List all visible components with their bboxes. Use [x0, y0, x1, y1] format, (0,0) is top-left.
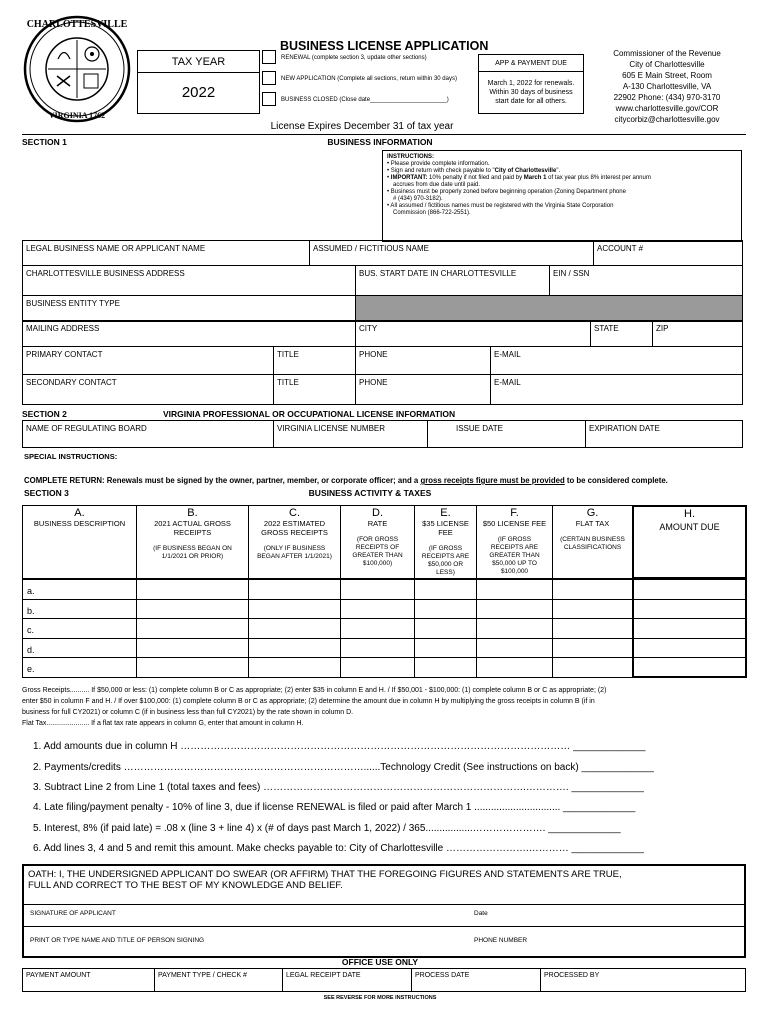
business-closed-label: BUSINESS CLOSED (Close date_______________________) [281, 97, 449, 103]
secondary-phone-label: PHONE [359, 378, 388, 387]
commissioner-line-6: www.charlottesville.gov/COR [615, 104, 719, 113]
activity-row-cell[interactable] [476, 638, 553, 659]
secondary-contact-field[interactable] [22, 374, 274, 405]
renewal-label: RENEWAL (complete section 3, update other sections) [281, 55, 427, 61]
activity-row-cell[interactable] [136, 657, 249, 678]
instruction-2: • Sign and return with check payable to "City of Charlottesville". [387, 168, 561, 174]
column-letter: H. [684, 508, 695, 520]
activity-row-cell[interactable] [414, 657, 477, 678]
gross-note-2: enter $50 in column F and H. / If over $100,000: (1) complete column B or C as appropriate; (2) determine the amount due in column H by multiplying the gross receipts in column B (if in [22, 698, 595, 705]
payment-amount-label: PAYMENT AMOUNT [26, 972, 91, 979]
column-letter: G. [586, 507, 599, 519]
commissioner-line-2: City of Charlottesville [629, 60, 705, 69]
legal-name-label: LEGAL BUSINESS NAME OR APPLICANT NAME [26, 244, 206, 253]
row-letter: a. [27, 586, 35, 596]
commissioner-line-4: A-130 Charlottesville, VA [622, 82, 712, 91]
state-label: STATE [594, 324, 619, 333]
column-letter: C. [289, 507, 300, 519]
activity-row-description[interactable] [22, 657, 137, 678]
row-letter: d. [27, 644, 35, 655]
due-box-title: APP & PAYMENT DUE [479, 55, 583, 72]
activity-row-cell[interactable] [414, 638, 477, 659]
issue-date-field[interactable] [427, 420, 586, 448]
column-letter: E. [440, 507, 451, 519]
account-label: ACCOUNT # [597, 244, 644, 253]
ein-label: EIN / SSN [553, 269, 590, 278]
zip-field[interactable] [652, 320, 743, 347]
secondary-title-field[interactable] [273, 374, 356, 405]
column-subheading: (IF GROSS RECEIPTS ARE GREATER THAN $50,000 UP TO $100,000 [489, 536, 540, 575]
regulating-board-field[interactable] [22, 420, 274, 448]
seal-text-top: CHARLOTTESVILLE [26, 19, 128, 30]
activity-row-cell[interactable] [632, 657, 747, 678]
print-name-label: PRINT OR TYPE NAME AND TITLE OF PERSON SIGNING [30, 937, 205, 944]
activity-row-cell[interactable] [340, 638, 415, 659]
due-box-text-1: March 1, 2022 for renewals. [487, 80, 575, 87]
activity-row-cell[interactable] [632, 638, 747, 659]
instruction-4: • Business must be properly zoned before beginning operation (Zoning Department phone [387, 189, 626, 195]
complete-return-note: COMPLETE RETURN: Renewals must be signed by the owner, partner, member, or corporate officer; and a gross receipts figure must be provided to be considered complete. [24, 476, 668, 485]
column-header-c [248, 505, 341, 579]
column-heading: RATE [367, 519, 388, 528]
instructions-title: INSTRUCTIONS: [387, 154, 434, 160]
account-field[interactable] [593, 240, 743, 266]
activity-row-cell[interactable] [340, 618, 415, 639]
expiration-date-label: EXPIRATION DATE [589, 424, 660, 433]
row-letter: e. [27, 664, 35, 675]
city-seal [22, 14, 132, 124]
license-expires: License Expires December 31 of tax year [270, 121, 454, 132]
column-header-g [552, 505, 633, 579]
calc-line-4[interactable]: 4. Late filing/payment penalty - 10% of line 3, due if license RENEWAL is filed or paid after March 1 ............................... _____________ [33, 802, 636, 813]
oath-box [22, 864, 746, 958]
primary-title-field[interactable] [273, 346, 356, 375]
column-subheading: (IF BUSINESS BEGAN ON 1/1/2021 OR PRIOR) [153, 545, 232, 560]
processed-by-field[interactable] [540, 968, 746, 992]
activity-row-cell[interactable] [136, 599, 249, 620]
payment-amount-field[interactable] [22, 968, 155, 992]
primary-email-label: E-MAIL [494, 350, 521, 359]
section2-title: VIRGINIA PROFESSIONAL OR OCCUPATIONAL LICENSE INFORMATION [163, 409, 456, 419]
instruction-3b: accrues from due date until paid. [393, 182, 481, 188]
activity-row-cell[interactable] [552, 657, 633, 678]
entity-type-shaded [355, 295, 743, 322]
column-subheading: (ONLY IF BUSINESS BEGAN AFTER 1/1/2021) [257, 545, 332, 560]
calc-line-5[interactable]: 5. Interest, 8% (if paid late) = .08 x (line 3 + line 4) x (# of days past March 1, 2022) / 365.................…………………. _____________ [33, 823, 621, 834]
receipt-date-label: LEGAL RECEIPT DATE [286, 972, 361, 979]
commissioner-address [589, 48, 745, 125]
activity-row-cell[interactable] [476, 579, 553, 600]
activity-row-cell[interactable] [476, 599, 553, 620]
receipt-date-field[interactable] [282, 968, 412, 992]
business-closed-checkbox[interactable] [262, 92, 276, 106]
signature-field[interactable] [26, 900, 466, 920]
primary-title-label: TITLE [277, 350, 299, 359]
zip-label: ZIP [656, 324, 669, 333]
oath-text: OATH: I, THE UNDERSIGNED APPLICANT DO SWEAR (OR AFFIRM) THAT THE FOREGOING FIGURES AND STATEMENTS ARE TRUE, FULL AND CORRECT TO THE BEST OF MY KNOWLEDGE AND BELIEF. [28, 869, 622, 891]
activity-row-cell[interactable] [136, 579, 249, 600]
va-license-number-label: VIRGINIA LICENSE NUMBER [277, 424, 386, 433]
tax-year-label: TAX YEAR [138, 51, 259, 73]
section1-label: SECTION 1 [22, 137, 67, 147]
row-letter: b. [27, 605, 35, 616]
activity-table [22, 501, 746, 683]
va-license-number-field[interactable] [273, 420, 428, 448]
column-letter: F. [510, 507, 519, 519]
mailing-address-label: MAILING ADDRESS [26, 324, 100, 333]
column-header-d [340, 505, 415, 579]
processed-by-label: PROCESSED BY [544, 972, 600, 979]
secondary-contact-label: SECONDARY CONTACT [26, 378, 117, 387]
regulating-board-label: NAME OF REGULATING BOARD [26, 424, 147, 433]
process-date-field[interactable] [411, 968, 541, 992]
calc-line-2[interactable]: 2. Payments/credits ………………………………………………………………......Technology Credit (See instructions on back) _____________ [33, 762, 654, 773]
activity-row-cell[interactable] [476, 657, 553, 678]
column-subheading: (CERTAIN BUSINESS CLASSIFICATIONS [560, 536, 625, 551]
business-address-label: CHARLOTTESVILLE BUSINESS ADDRESS [26, 269, 185, 278]
column-header-e [414, 505, 477, 579]
commissioner-line-7: citycorbiz@charlottesville.gov [614, 115, 720, 124]
instruction-5: • All assumed / fictitious names must be registered with the Virginia State Corporation [387, 203, 614, 209]
activity-row-description[interactable] [22, 638, 137, 659]
commissioner-line-1: Commissioner of the Revenue [613, 49, 721, 58]
assumed-name-field[interactable] [309, 240, 594, 266]
primary-phone-field[interactable] [355, 346, 491, 375]
calc-line-6[interactable]: 6. Add lines 3, 4 and 5 and remit this amount. Make checks payable to: City of Charlottesville …………………….………… _____________ [33, 843, 644, 854]
column-header-h [632, 505, 747, 579]
column-heading: 2022 ESTIMATED GROSS RECEIPTS [261, 519, 328, 537]
expiration-date-field[interactable] [585, 420, 743, 448]
column-heading: FLAT TAX [575, 519, 610, 528]
form-title: BUSINESS LICENSE APPLICATION [280, 39, 489, 53]
instruction-4b: # (434) 970-3182). [393, 196, 443, 202]
column-heading: 2021 ACTUAL GROSS RECEIPTS [154, 519, 231, 537]
flat-tax-note: Flat Tax...................... If a flat tax rate appears in column G, enter that amount in column H. [22, 720, 304, 727]
commissioner-line-5: 22902 Phone: (434) 970-3170 [613, 93, 721, 102]
column-heading: AMOUNT DUE [659, 522, 720, 532]
payment-type-label: PAYMENT TYPE / CHECK # [158, 972, 247, 979]
instruction-5b: Commission (866-722-2551). [393, 210, 471, 216]
column-letter: B. [187, 507, 198, 519]
column-heading: $50 LICENSE FEE [482, 519, 547, 528]
activity-row-cell[interactable] [340, 599, 415, 620]
start-date-field[interactable] [355, 265, 550, 296]
column-subheading: (IF GROSS RECEIPTS ARE $50,000 OR LESS) [421, 545, 470, 576]
payment-type-field[interactable] [154, 968, 283, 992]
activity-row-cell[interactable] [248, 599, 341, 620]
activity-row-cell[interactable] [248, 618, 341, 639]
mailing-address-field[interactable] [22, 320, 356, 347]
primary-contact-field[interactable] [22, 346, 274, 375]
secondary-email-field[interactable] [490, 374, 743, 405]
section3-title: BUSINESS ACTIVITY & TAXES [308, 488, 432, 498]
row-letter: c. [27, 625, 35, 636]
activity-row-description[interactable] [22, 599, 137, 620]
activity-row-description[interactable] [22, 618, 137, 639]
signature-label: SIGNATURE OF APPLICANT [30, 910, 116, 917]
special-instructions: SPECIAL INSTRUCTIONS: [24, 452, 118, 461]
assumed-name-label: ASSUMED / FICTITIOUS NAME [313, 244, 430, 253]
activity-row-cell[interactable] [476, 618, 553, 639]
legal-name-field[interactable] [22, 240, 310, 266]
due-box [478, 54, 584, 114]
primary-email-field[interactable] [490, 346, 743, 375]
instruction-3: • IMPORTANT: 10% penalty if not filed and paid by March 1 of tax year plus 8% interest per annum [387, 175, 651, 181]
primary-contact-label: PRIMARY CONTACT [26, 350, 103, 359]
start-date-label: BUS. START DATE IN CHARLOTTESVILLE [359, 269, 517, 278]
activity-row-cell[interactable] [136, 638, 249, 659]
business-address-field[interactable] [22, 265, 356, 296]
activity-row-cell[interactable] [552, 599, 633, 620]
activity-row-cell[interactable] [340, 657, 415, 678]
column-header-f [476, 505, 553, 579]
section3-label: SECTION 3 [24, 488, 69, 498]
section2-label: SECTION 2 [22, 409, 67, 419]
primary-phone-label: PHONE [359, 350, 388, 359]
gross-note-3: business for full CY2021) or column C (if in business less than full CY2021) by the rate shown in column D. [22, 709, 354, 716]
activity-row-cell[interactable] [414, 618, 477, 639]
phone-number-label: PHONE NUMBER [474, 937, 528, 944]
activity-row-cell[interactable] [552, 618, 633, 639]
activity-row-cell[interactable] [552, 579, 633, 600]
column-heading: BUSINESS DESCRIPTION [33, 519, 126, 528]
state-field[interactable] [590, 320, 653, 347]
activity-row-cell[interactable] [632, 579, 747, 600]
activity-row-cell[interactable] [248, 638, 341, 659]
gross-note-1: Gross Receipts.......... If $50,000 or less: (1) complete column B or C as appropriate; (2) enter $35 in column E and H. / If $50,001 - $100,000: (1) complete column B or C as appropriate; (2) [22, 687, 607, 694]
instruction-1: • Please provide complete information. [387, 161, 490, 167]
activity-row-cell[interactable] [552, 638, 633, 659]
secondary-title-label: TITLE [277, 378, 299, 387]
new-application-checkbox[interactable] [262, 71, 276, 85]
tax-year-value: 2022 [181, 84, 216, 101]
commissioner-line-3: 605 E Main Street, Room [622, 71, 712, 80]
city-field[interactable] [355, 320, 591, 347]
gross-receipts-notes [22, 685, 746, 729]
activity-row-cell[interactable] [632, 618, 747, 639]
due-box-text-3: start date for all others. [495, 98, 567, 105]
activity-row-cell[interactable] [414, 579, 477, 600]
column-letter: D. [372, 507, 383, 519]
ein-field[interactable] [549, 265, 743, 296]
office-use-title: OFFICE USE ONLY [341, 957, 419, 967]
reverse-note: SEE REVERSE FOR MORE INSTRUCTIONS [323, 995, 437, 1001]
column-subheading: (FOR GROSS RECEIPTS OF GREATER THAN $100,000) [352, 536, 403, 567]
process-date-label: PROCESS DATE [415, 972, 470, 979]
entity-type-field[interactable] [22, 295, 356, 322]
tax-year-box [137, 50, 260, 114]
issue-date-label: ISSUE DATE [456, 424, 503, 433]
new-application-label: NEW APPLICATION (Complete all sections, return within 30 days) [281, 76, 457, 82]
activity-row-cell[interactable] [136, 618, 249, 639]
calc-line-3[interactable]: 3. Subtract Line 2 from Line 1 (total taxes and fees) …………………………………………………………………….…………. _____________ [33, 782, 644, 793]
activity-row-cell[interactable] [340, 579, 415, 600]
city-label: CITY [359, 324, 378, 333]
activity-row-description[interactable] [22, 579, 137, 600]
calc-line-1[interactable]: 1. Add amounts due in column H ……………………………………………………………………………………………………… _____________ [33, 741, 646, 752]
activity-row-cell[interactable] [632, 599, 747, 620]
column-header-b [136, 505, 249, 579]
secondary-phone-field[interactable] [355, 374, 491, 405]
section1-title: BUSINESS INFORMATION [327, 137, 433, 147]
entity-type-label: BUSINESS ENTITY TYPE [26, 299, 120, 308]
column-header-a [22, 505, 137, 579]
secondary-email-label: E-MAIL [494, 378, 521, 387]
seal-text-bottom: VIRGINIA 1762 [48, 111, 106, 120]
activity-row-cell[interactable] [248, 579, 341, 600]
activity-row-cell[interactable] [248, 657, 341, 678]
column-heading: $35 LICENSE FEE [422, 519, 469, 537]
renewal-checkbox[interactable] [262, 50, 276, 64]
date-label: Date [474, 910, 488, 917]
due-box-text-2: Within 30 days of business [489, 89, 573, 96]
activity-row-cell[interactable] [414, 599, 477, 620]
instructions-box [382, 150, 742, 242]
column-letter: A. [74, 507, 85, 519]
print-name-field[interactable] [26, 928, 466, 954]
